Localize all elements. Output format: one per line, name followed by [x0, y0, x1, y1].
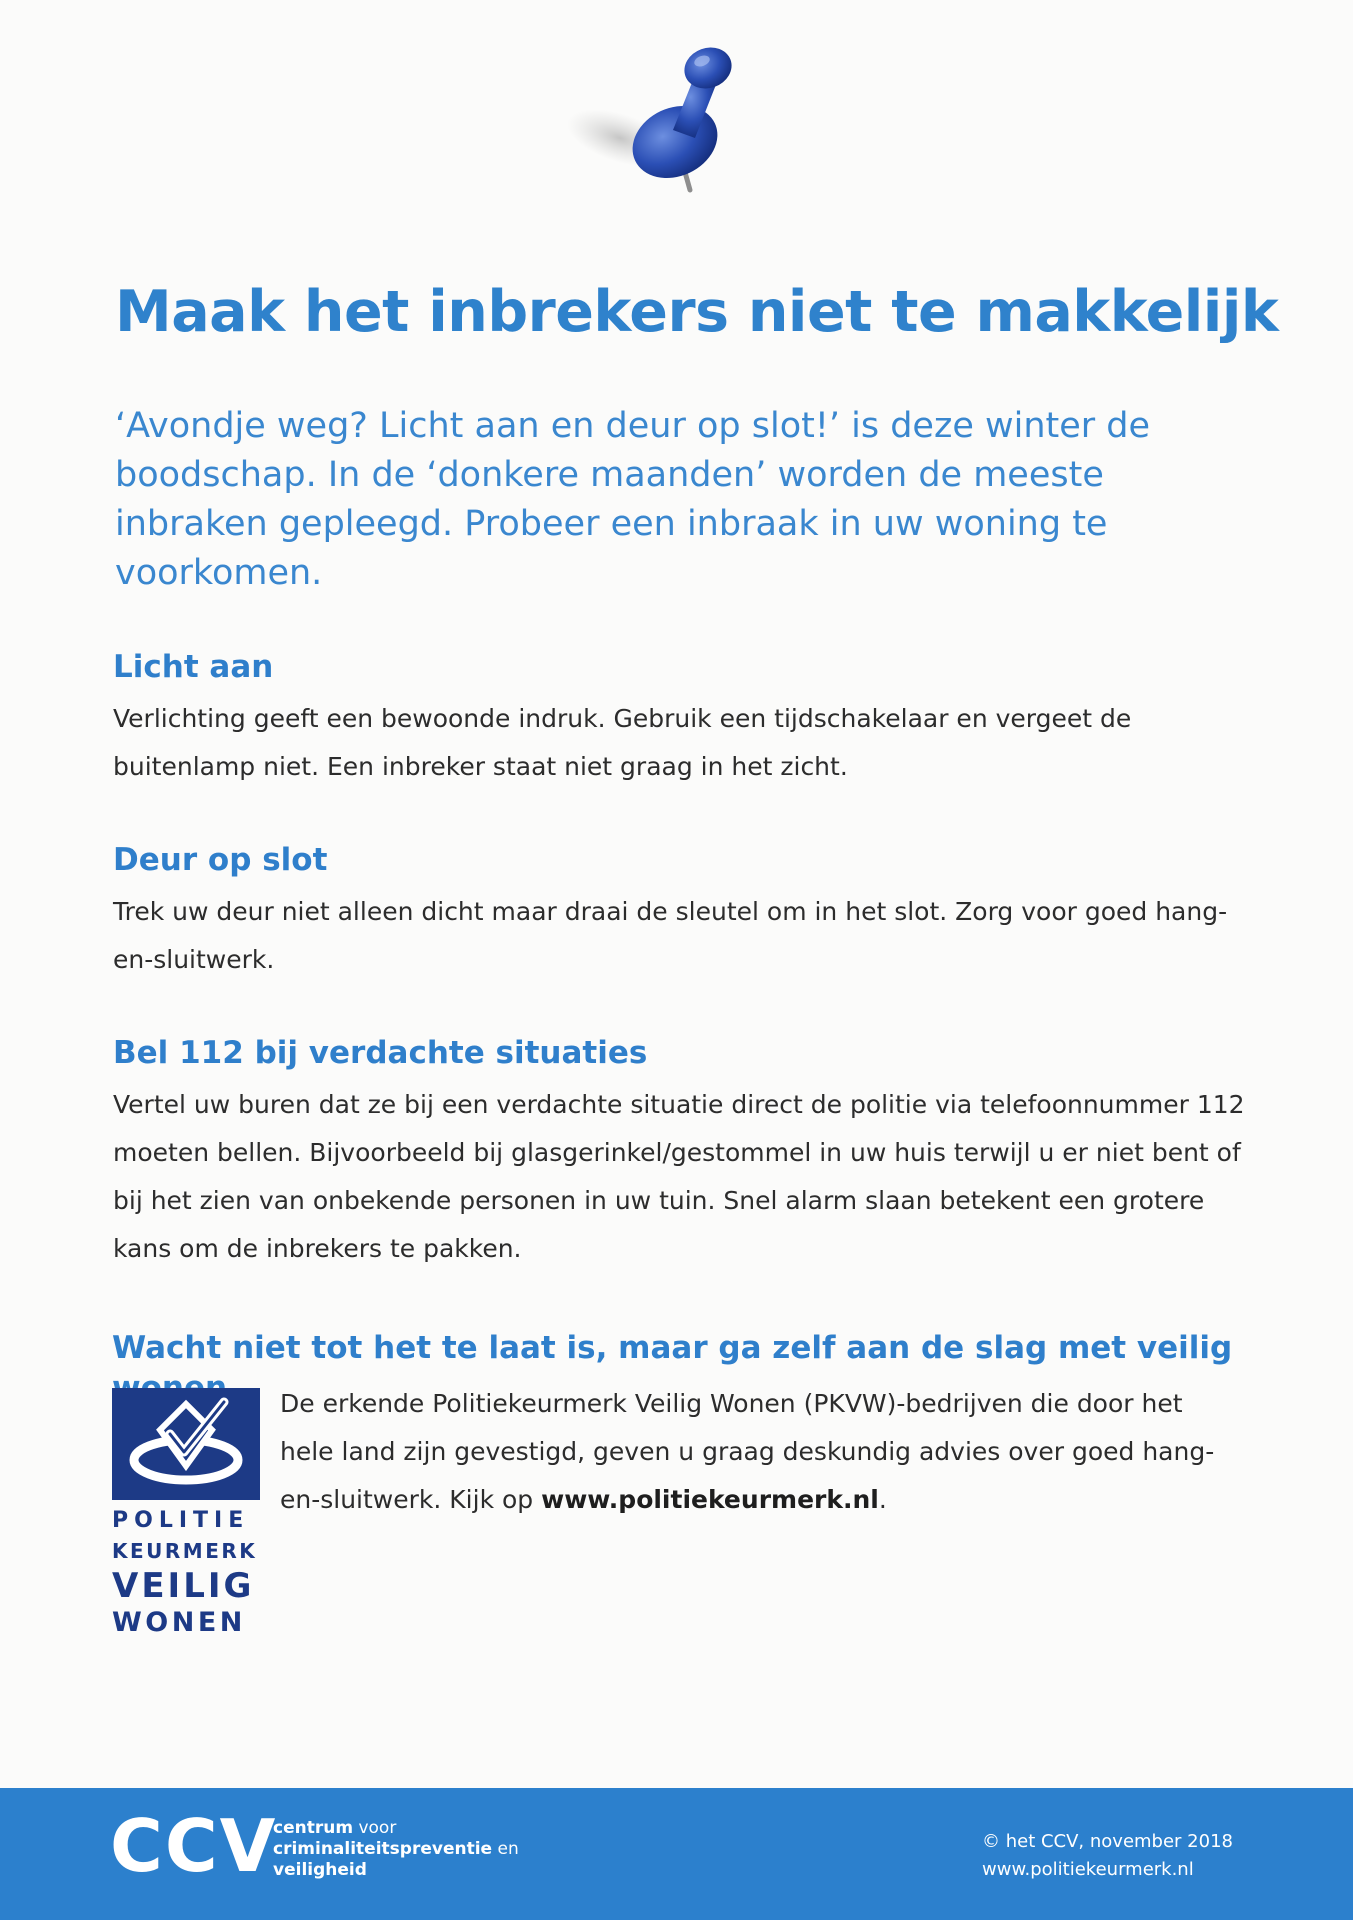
page-title: Maak het inbrekers niet te makkelijk [115, 279, 1279, 345]
pkvw-paragraph-end: . [878, 1485, 887, 1514]
footer-bar [0, 1788, 1353, 1920]
section-body: Vertel uw buren dat ze bij een verdachte situatie direct de politie via telefoonnummer 112 moeten bellen. Bijvoorbeeld bij glasgerinkel/gestommel in uw huis terwijl u er niet bent of bij het zien van onbekende personen in uw tuin. Snel alarm slaan betekent een grotere kans om de inbrekers te pakken. [113, 1090, 1245, 1264]
section-deur-op-slot [113, 840, 1253, 984]
pkvw-paragraph-text: De erkende Politiekeurmerk Veilig Wonen (PKVW)-bedrijven die door het hele land zijn gevestigd, geven u graag deskundig advies over goed hang-en-sluitwerk. Kijk op [280, 1389, 1215, 1514]
section-heading: Licht aan [113, 649, 274, 685]
section-heading: Bel 112 bij verdachte situaties [113, 1035, 648, 1071]
ccv-name-word: voor [358, 1818, 397, 1838]
pkvw-logo-line: WONEN [112, 1607, 246, 1638]
pkvw-logo-line: KEURMERK [112, 1539, 258, 1563]
cta-heading: Wacht niet tot het te laat is, maar ga zelf aan de slag met veilig [112, 1330, 1233, 1366]
ccv-name-word: veiligheid [273, 1860, 367, 1880]
ccv-name-word: criminaliteitspreventie [273, 1839, 493, 1859]
push-pin-icon [545, 20, 765, 200]
ccv-logo: CCV [110, 1804, 278, 1888]
pkvw-paragraph [280, 1380, 1240, 1524]
ccv-full-name [273, 1818, 533, 1881]
footer-credits [982, 1828, 1233, 1884]
pkvw-checkmark-emblem [112, 1388, 260, 1500]
copyright-text: © het CCV, november 2018 [982, 1831, 1233, 1852]
section-body: Verlichting geeft een bewoonde indruk. Gebruik een tijdschakelaar en vergeet de buitenlamp niet. Een inbreker staat niet graag in het zicht. [113, 704, 1132, 782]
section-body: Trek uw deur niet alleen dicht maar draai de sleutel om in het slot. Zorg voor goed hang-en-sluitwerk. [113, 897, 1228, 975]
section-bel-112 [113, 1033, 1253, 1273]
intro-paragraph: ‘Avondje weg? Licht aan en deur op slot!’ is deze winter de boodschap. In de ‘donkere maanden’ worden de meeste inbraken gepleegd. Probeer een inbraak in uw woning te voorkomen. [115, 406, 1151, 593]
footer-website-link[interactable]: www.politiekeurmerk.nl [982, 1859, 1194, 1880]
ccv-name-word: en [497, 1839, 519, 1859]
pkvw-logo-line: VEILIG [112, 1566, 255, 1606]
pkvw-website-link[interactable]: www.politiekeurmerk.nl [541, 1485, 879, 1514]
pkvw-logo [112, 1388, 262, 1636]
pkvw-logo-line: POLITIE [112, 1508, 250, 1533]
section-heading: Deur op slot [113, 842, 328, 878]
ccv-name-word: centrum [273, 1818, 354, 1838]
section-licht-aan [113, 647, 1253, 791]
